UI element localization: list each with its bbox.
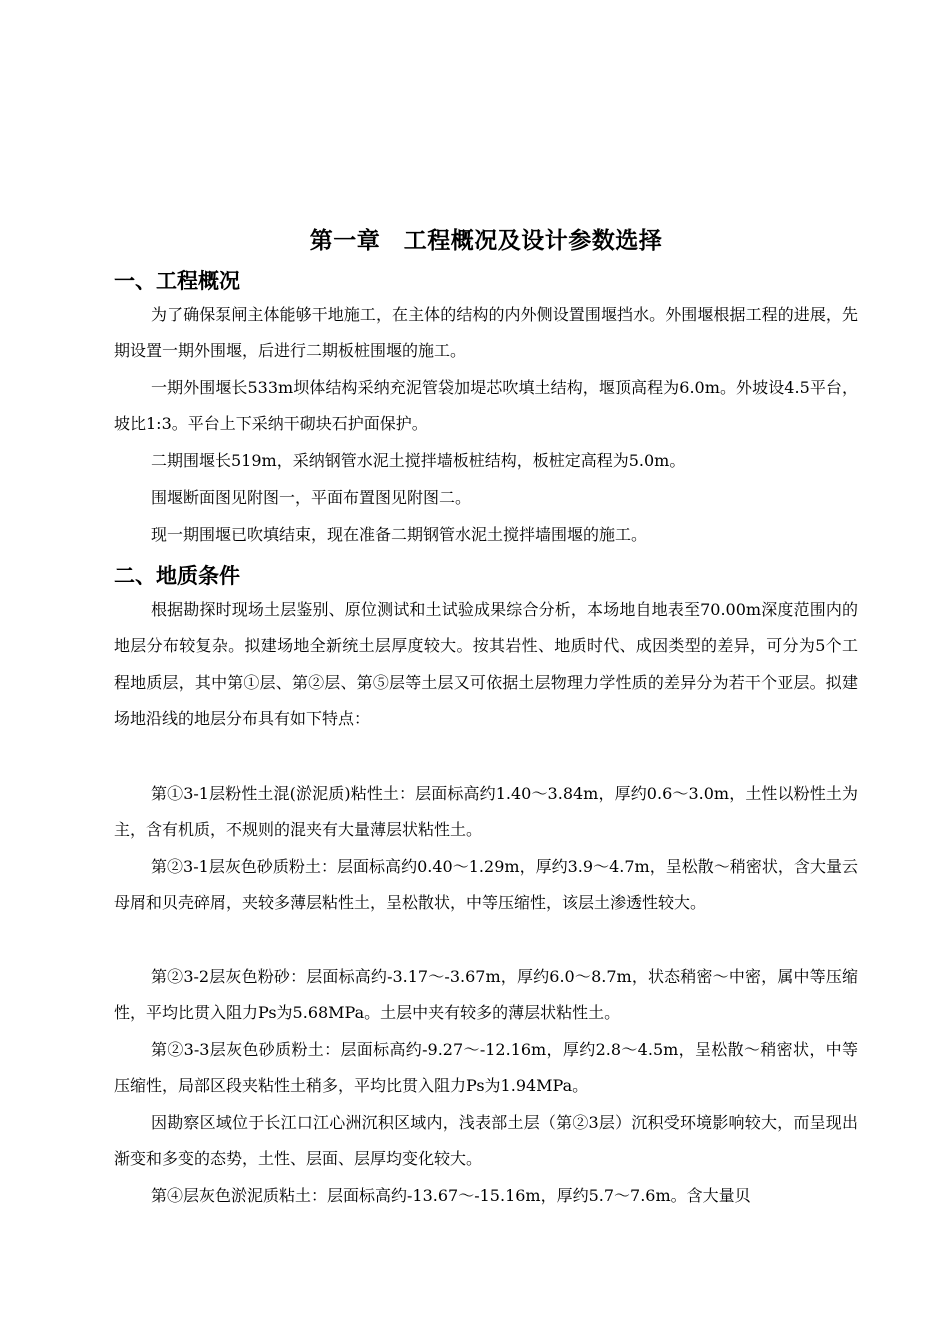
paragraph: 第②3-3层灰色砂质粉土：层面标高约-9.27～-12.16m，厚约2.8～4.5m，呈松散～稍密状，中等压缩性，局部区段夹粘性土稍多，平均比贯入阻力Ps为1.94MPa。 [114,1040,858,1096]
paragraph: 因勘察区域位于长江口江心洲沉积区域内，浅表部土层（第②3层）沉积受环境影响较大，而呈现出渐变和多变的态势，土性、层面、层厚均变化较大。 [114,1113,858,1169]
paragraph: 第①3-1层粉性土混(淤泥质)粘性土：层面标高约1.40～3.84m，厚约0.6～3.0m，土性以粉性土为主，含有机质，不规则的混夹有大量薄层状粘性土。 [114,784,858,840]
paragraph: 现一期围堰已吹填结束，现在准备二期钢管水泥土搅拌墙围堰的施工。 [151,525,648,544]
paragraph: 为了确保泵闸主体能够干地施工，在主体的结构的内外侧设置围堰挡水。外围堰根据工程的进展，先期设置一期外围堰，后进行二期板桩围堰的施工。 [114,305,858,361]
paragraph: 围堰断面图见附图一，平面布置图见附图二。 [151,488,472,507]
paragraph: 第④层灰色淤泥质粘土：层面标高约-13.67～-15.16m，厚约5.7～7.6m。含大量贝 [151,1186,751,1205]
paragraph: 根据勘探时现场土层鉴别、原位测试和土试验成果综合分析，本场地自地表至70.00m深度范围内的地层分布较复杂。拟建场地全新统土层厚度较大。按其岩性、地质时代、成因类型的差异，可分为5个工程地质层，其中第①层、第②层、第⑤层等土层又可依据土层物理力学性质的差异分为若干个亚层。拟建场地沿线的地层分布具有如下特点： [114,600,858,729]
paragraph: 一期外围堰长533m坝体结构采纳充泥管袋加堤芯吹填土结构，堰顶高程为6.0m。外坡设4.5平台，坡比1:3。平台上下采纳干砌块石护面保护。 [114,378,858,434]
chapter-title: 第一章 工程概况及设计参数选择 [309,228,663,254]
section-heading-project-overview: 一、工程概况 [114,269,240,293]
section-heading-geology: 二、地质条件 [114,564,240,588]
paragraph: 第②3-1层灰色砂质粉土：层面标高约0.40～1.29m，厚约3.9～4.7m，呈松散～稍密状，含大量云母屑和贝壳碎屑，夹较多薄层粘性土，呈松散状，中等压缩性，该层土渗透性较大。 [114,857,858,913]
paragraph: 第②3-2层灰色粉砂：层面标高约-3.17～-3.67m，厚约6.0～8.7m，状态稍密～中密，属中等压缩性，平均比贯入阻力Ps为5.68MPa。土层中夹有较多的薄层状粘性土。 [114,967,858,1023]
paragraph: 二期围堰长519m，采纳钢管水泥土搅拌墙板桩结构，板桩定高程为5.0m。 [151,451,686,470]
